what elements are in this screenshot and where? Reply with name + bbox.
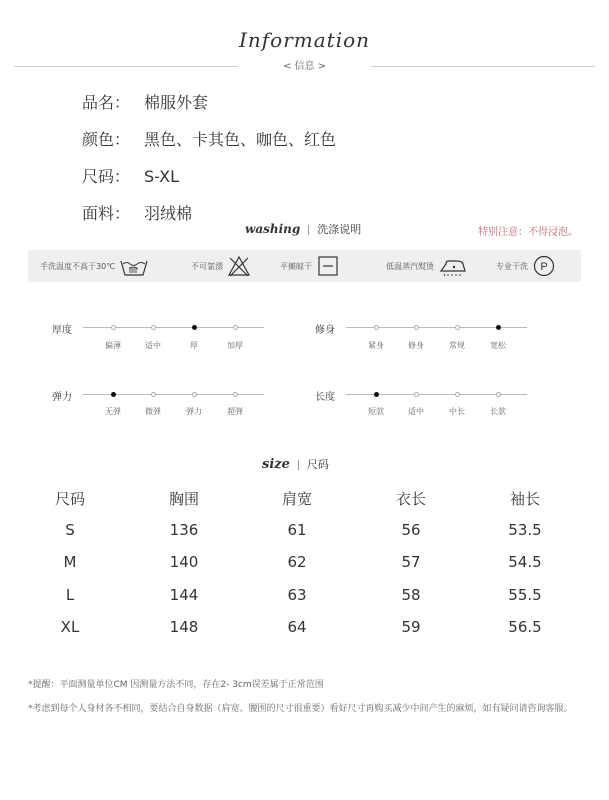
wash-item-dry-flat (280, 250, 340, 282)
scale-elasticity-dot-3 (233, 392, 238, 397)
scale-elasticity-option: 弹力 (186, 407, 202, 416)
scale-fit-option: 紧身 (368, 341, 384, 350)
table-cell: 58 (401, 586, 421, 604)
washing-subtitle: 洗涤说明 (317, 223, 362, 236)
scale-elasticity-label: 弹力 (52, 392, 72, 403)
table-header-cell: 袖长 (509, 490, 540, 508)
scale-length-option: 短款 (368, 407, 384, 416)
info-value: S-XL (144, 167, 180, 186)
info-row-fabric (82, 201, 192, 224)
scale-thickness-option: 加厚 (227, 341, 243, 350)
table-cell: 59 (401, 618, 421, 636)
scale-thickness-dot-2-selected (192, 325, 197, 330)
scale-fit-label: 修身 (315, 325, 335, 336)
table-cell: 54.5 (508, 553, 542, 571)
info-row-name (82, 90, 208, 113)
wash-item-label: 低温蒸汽熨烫 (386, 261, 434, 271)
scale-length-dot-1 (414, 392, 419, 397)
size-title: size (262, 457, 290, 472)
measurement-note: *提醒：平面测量单位CM 因测量方法不同，存在2- 3cm误差属于正常范围 (28, 680, 324, 690)
info-label: 面料： (82, 204, 131, 223)
scale-length-option: 长款 (490, 407, 506, 416)
wash-item-no-bleach (191, 250, 251, 282)
info-value: 棉服外套 (144, 93, 209, 112)
scale-elasticity-option: 超弹 (227, 407, 243, 416)
table-cell: XL (60, 618, 80, 636)
table-cell: 148 (169, 618, 199, 636)
scale-length-dot-0-selected (374, 392, 379, 397)
scale-elasticity-dot-0-selected (111, 392, 116, 397)
info-value: 羽绒棉 (144, 204, 193, 223)
scale-length-option: 适中 (408, 407, 424, 416)
scale-fit-dot-1 (414, 325, 419, 330)
scale-length-label: 长度 (315, 392, 335, 403)
washing-special-note: 特别注意：不得浸泡。 (478, 227, 578, 238)
scale-length-dot-2 (455, 392, 460, 397)
scale-fit-option: 常规 (449, 341, 465, 350)
table-cell: 64 (287, 618, 307, 636)
scale-fit-option: 修身 (408, 341, 424, 350)
size-divider (298, 460, 299, 470)
sizing-advice-note: *考虑到每个人身材各不相同，要结合自身数据（肩宽、腰围的尺寸很重要）看好尺寸再购买减少中间产生的麻烦，如有疑问请咨询客服。 (28, 704, 573, 714)
table-cell: 56.5 (508, 618, 542, 636)
table-cell: 57 (401, 553, 421, 571)
scale-thickness-option: 适中 (145, 341, 161, 350)
table-cell: 61 (287, 521, 307, 539)
low-iron-icon (438, 255, 468, 277)
size-header (262, 456, 329, 472)
table-cell: 55.5 (508, 586, 542, 604)
scale-elasticity-dot-2 (192, 392, 197, 397)
table-cell: L (65, 586, 75, 604)
washing-instructions-band (28, 250, 581, 282)
wash-item-label: 手洗温度不高于30℃ (40, 261, 116, 271)
scale-elasticity-dot-1 (151, 392, 156, 397)
wash-item-label: 专业干洗 (496, 261, 528, 271)
header-title: Information (238, 28, 371, 52)
washing-title: washing (245, 222, 301, 236)
info-row-size (82, 164, 179, 187)
hand-wash-30-icon (119, 255, 149, 277)
scale-fit-dot-3-selected (496, 325, 501, 330)
scale-thickness-option: 厚 (190, 341, 198, 350)
wash-item-label: 平摊晾干 (280, 261, 312, 271)
washing-header (245, 221, 361, 237)
table-cell: 63 (287, 586, 307, 604)
info-label: 品名： (82, 93, 131, 112)
table-cell: 144 (169, 586, 199, 604)
info-label: 颜色： (82, 130, 131, 149)
table-cell: 136 (169, 521, 199, 539)
scale-length-option: 中长 (449, 407, 465, 416)
table-header-cell: 胸围 (168, 490, 199, 508)
info-row-color (82, 127, 336, 150)
table-cell: 56 (401, 521, 421, 539)
table-cell: 62 (287, 553, 307, 571)
wash-item-low-iron (386, 250, 468, 282)
table-cell: M (63, 553, 77, 571)
table-cell: 53.5 (508, 521, 542, 539)
table-header-cell: 肩宽 (281, 490, 312, 508)
wash-item-dry-clean (496, 250, 556, 282)
scale-elasticity-option: 无弹 (105, 407, 121, 416)
scale-thickness-dot-1 (151, 325, 156, 330)
scale-fit-dot-2 (455, 325, 460, 330)
table-cell: 140 (169, 553, 199, 571)
wash-item-label: 不可氯漂 (191, 261, 223, 271)
scale-thickness-label: 厚度 (52, 325, 72, 336)
wash-item-hand-wash (40, 250, 149, 282)
scale-fit-dot-0 (374, 325, 379, 330)
scale-length-dot-3 (496, 392, 501, 397)
scale-thickness-dot-3 (233, 325, 238, 330)
table-cell: S (65, 521, 75, 539)
header-subtitle: < 信息 > (282, 61, 327, 72)
size-subtitle: 尺码 (306, 458, 329, 471)
table-header-cell: 尺码 (54, 490, 85, 508)
svg-text:P: P (540, 261, 548, 273)
washing-divider (308, 225, 309, 235)
table-header-cell: 衣长 (395, 490, 426, 508)
dry-flat-icon (316, 255, 340, 277)
scale-elasticity-option: 微弹 (145, 407, 161, 416)
info-label: 尺码： (82, 167, 131, 186)
scale-thickness-option: 偏薄 (105, 341, 121, 350)
dry-clean-icon (532, 255, 556, 277)
scale-fit-option: 宽松 (490, 341, 506, 350)
no-bleach-icon (227, 255, 251, 277)
info-value: 黑色、卡其色、咖色、红色 (144, 130, 337, 149)
scale-thickness-dot-0 (111, 325, 116, 330)
